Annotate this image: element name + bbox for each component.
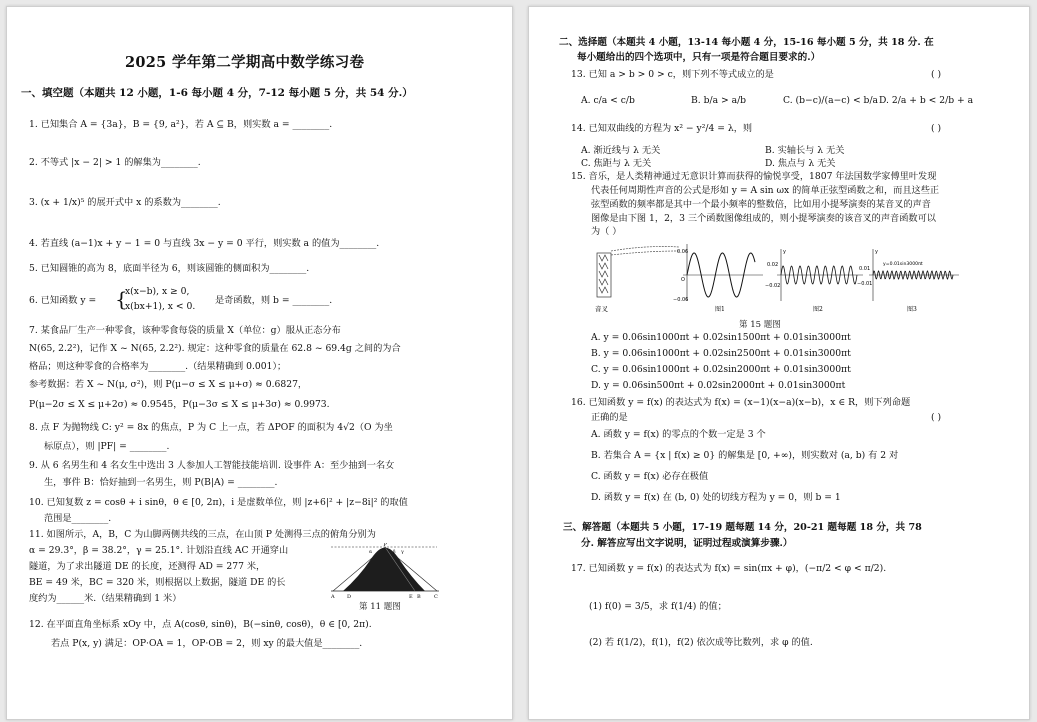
question-6-case-2: x(bx+1), x < 0. — [125, 301, 196, 312]
question-14: 14. 已知双曲线的方程为 x² − y²/4 = λ，则 — [571, 123, 753, 134]
question-1: 1. 已知集合 A = {3a}，B = {9, a²}，若 A ⊆ B，则实数 a = ________. — [29, 119, 333, 130]
label-A: A — [331, 594, 335, 599]
question-16-option-c: C. 函数 y = f(x) 必存在极值 — [591, 471, 709, 482]
plot-1-y-top: 0.06 — [677, 249, 689, 255]
plot-2 — [765, 249, 863, 313]
tuning-fork-illustration — [595, 247, 679, 314]
brace: { — [115, 287, 128, 311]
question-6-suffix: 是奇函数，则 b = ________. — [215, 295, 333, 306]
question-8-line-2: 标原点），则 |PF| = ________. — [44, 441, 170, 452]
question-15-line-5: 为（ ） — [591, 226, 622, 237]
question-7-line-5: P(μ−2σ ≤ X ≤ μ+2σ) ≈ 0.9545，P(μ−3σ ≤ X ≤ μ+3σ) ≈ 0.9973. — [29, 399, 330, 410]
question-11-line-5: 度约为______米.（结果精确到 1 米） — [29, 593, 182, 604]
question-9-line-2: 生，事件 B：恰好抽到一名男生，则 P(B|A) = ________. — [44, 477, 278, 488]
question-15-option-b: B. y = 0.06sin1000πt + 0.02sin2500πt + 0.01sin3000πt — [591, 348, 851, 359]
label-beta: β — [393, 550, 396, 555]
plot-1 — [673, 244, 763, 313]
label-D: D — [347, 594, 352, 599]
plot-2-y-top: 0.02 — [767, 262, 779, 268]
question-3: 3. (x + 1/x)⁵ 的展开式中 x 的系数为________. — [29, 197, 221, 208]
label-alpha: α — [369, 550, 373, 555]
question-14-answer-paren: ( ) — [931, 123, 942, 134]
question-16-option-d: D. 函数 y = f(x) 在 (b, 0) 处的切线方程为 y = 0，则 b = 1 — [591, 492, 841, 503]
section-1-heading: 一、填空题（本题共 12 小题，1-6 每小题 4 分，7-12 每小题 5 分，共 54 分.） — [21, 87, 413, 99]
question-14-option-c: C. 焦距与 λ 无关 — [581, 158, 652, 169]
question-14-option-a: A. 渐近线与 λ 无关 — [581, 145, 661, 156]
question-11-line-1: 11. 如图所示，A，B，C 为山脚两侧共线的三点，在山顶 P 处测得三点的俯角分别为 — [29, 529, 376, 540]
question-9-line-1: 9. 从 6 名男生和 4 名女生中选出 3 人参加人工智能技能培训. 设事件 A：至少抽到一名女 — [29, 460, 395, 471]
question-15-option-c: C. y = 0.06sin1000πt + 0.02sin2000πt + 0.01sin3000πt — [591, 364, 851, 375]
question-15-option-d: D. y = 0.06sin500πt + 0.02sin2000πt + 0.01sin3000πt — [591, 380, 846, 391]
question-7-line-2: N(65, 2.2²)，记作 X ~ N(65, 2.2²). 规定：这种零食的质量在 62.8 ~ 69.4g 之间的为合 — [29, 343, 401, 354]
question-10-line-1: 10. 已知复数 z = cosθ + i sinθ，θ ∈ [0, 2π)，i 是虚数单位，则 |z+6|² + |z−8i|² 的取值 — [29, 497, 408, 508]
question-14-option-d: D. 焦点与 λ 无关 — [765, 158, 836, 169]
question-16-line-2: 正确的是 — [591, 412, 628, 423]
question-14-option-b: B. 实轴长与 λ 无关 — [765, 145, 845, 156]
section-2-heading-line-2: 每小题给出的四个选项中，只有一项是符合题目要求的.） — [577, 52, 821, 63]
figure-15 — [587, 239, 967, 319]
question-11-line-3: 隧道，为了求出隧道 DE 的长度，还测得 AD = 277 米， — [29, 561, 266, 572]
plot-3 — [857, 249, 959, 313]
question-15-line-2: 代表任何周期性声音的公式是形如 y = A sin ωx 的简单正弦型函数之和，而且这些正 — [591, 185, 940, 196]
question-8-line-1: 8. 点 F 为抛物线 C: y² = 8x 的焦点，P 为 C 上一点，若 ΔPOF 的面积为 4√2（O 为坐 — [29, 422, 393, 433]
question-16-answer-paren: ( ) — [931, 412, 942, 423]
question-7-line-3: 格品；则这种零食的合格率为________.（结果精确到 0.001）； — [29, 361, 287, 372]
plot-2-y-axis-label: y — [783, 249, 786, 255]
section-3-heading-line-1: 三、解答题（本题共 5 小题，17-19 题每题 14 分，20-21 题每题 18 分，共 78 — [563, 522, 922, 533]
question-17-part-2: (2) 若 f(1/2)，f(1)，f(2) 依次成等比数列，求 φ 的值. — [589, 637, 813, 648]
section-2-heading-line-1: 二、选择题（本题共 4 小题，13-14 每小题 4 分，15-16 每小题 5 分，共 18 分. 在 — [559, 37, 934, 48]
label-E: E — [409, 594, 413, 599]
plot-1-label: 图1 — [715, 306, 725, 313]
question-12-line-1: 12. 在平面直角坐标系 xOy 中，点 A(cosθ, sinθ)，B(−sinθ, cosθ)，θ ∈ [0, 2π). — [29, 619, 372, 630]
label-C: C — [434, 594, 438, 599]
section-3-heading-line-2: 分. 解答应写出文字说明，证明过程或演算步骤.） — [581, 538, 793, 549]
figure-11-mountain — [329, 543, 441, 599]
plot-3-label: 图3 — [907, 306, 917, 313]
question-7-line-1: 7. 某食品厂生产一种零食，该种零食每袋的质量 X（单位：g）服从正态分布 — [29, 325, 341, 336]
plot-3-y-top: 0.01 — [859, 266, 871, 272]
plot-1-y-bottom: −0.06 — [673, 297, 689, 303]
question-11-line-4: BE = 49 米，BC = 320 米，则根据以上数据，隧道 DE 的长 — [29, 577, 286, 588]
label-B: B — [417, 594, 421, 599]
mountain-shape — [343, 548, 425, 591]
plot-3-equation: y=0.01sin3000πt — [883, 262, 923, 267]
question-13-option-d: D. 2/a + b < 2/b + a — [879, 95, 974, 106]
fork-label: 音叉 — [595, 305, 608, 313]
question-15-line-3: 弦型函数的频率都是其中一个最小频率的整数倍，比如用小提琴演奏的某音叉的声音 — [591, 199, 931, 210]
question-11-line-2: α = 29.3°，β = 38.2°，γ = 25.1°. 计划沿直线 AC 开通穿山 — [29, 545, 289, 556]
question-16-line-1: 16. 已知函数 y = f(x) 的表达式为 f(x) = (x−1)(x−a)(x−b)，x ∈ R，则下列命题 — [571, 397, 911, 408]
plot-3-y-axis-label: y — [875, 249, 878, 255]
question-16-option-b: B. 若集合 A = {x | f(x) ≥ 0} 的解集是 [0, +∞)，则实数对 (a, b) 有 2 对 — [591, 450, 899, 461]
right-page — [528, 6, 1030, 720]
label-P: P — [383, 543, 387, 548]
question-2: 2. 不等式 |x − 2| > 1 的解集为________. — [29, 157, 201, 168]
question-15-line-4: 图像是由下图 1，2，3 三个函数图像组成的，则小提琴演奏的该音叉的声音函数可以 — [591, 213, 936, 224]
label-gamma: γ — [401, 550, 404, 555]
figure-15-caption: 第 15 题图 — [739, 320, 781, 330]
question-10-line-2: 范围是________. — [44, 513, 112, 524]
question-13-option-a: A. c/a < c/b — [581, 95, 635, 106]
left-page — [6, 6, 513, 720]
plot-2-y-bottom: −0.02 — [765, 283, 781, 289]
question-13-option-b: B. b/a > a/b — [691, 95, 747, 106]
question-17: 17. 已知函数 y = f(x) 的表达式为 f(x) = sin(πx + φ)，(−π/2 < φ < π/2). — [571, 563, 887, 574]
question-7-line-4: 参考数据：若 X ~ N(μ, σ²)，则 P(μ−σ ≤ X ≤ μ+σ) ≈ 0.6827， — [29, 379, 308, 390]
question-5: 5. 已知圆锥的高为 8，底面半径为 6，则该圆锥的侧面积为________. — [29, 263, 310, 274]
question-12-line-2: 若点 P(x, y) 满足：OP·OA = 1，OP·OB = 2，则 xy 的最大值是________. — [51, 638, 363, 649]
question-15-option-a: A. y = 0.06sin1000πt + 0.02sin1500πt + 0.01sin3000πt — [591, 332, 851, 343]
plot-1-origin: O — [681, 277, 685, 283]
plot-3-y-bottom: −0.01 — [857, 281, 873, 287]
question-17-part-1: (1) f(0) = 3/5，求 f(1/4) 的值； — [589, 601, 727, 612]
exam-title: 2025 学年第二学期高中数学练习卷 — [125, 54, 365, 71]
question-16-option-a: A. 函数 y = f(x) 的零点的个数一定是 3 个 — [591, 429, 766, 440]
question-6-case-1: x(x−b), x ≥ 0, — [125, 286, 190, 297]
question-4: 4. 若直线 (a−1)x + y − 1 = 0 与直线 3x − y = 0 平行，则实数 a 的值为________. — [29, 238, 380, 249]
question-13: 13. 已知 a > b > 0 > c，则下列不等式成立的是 — [571, 69, 774, 80]
question-15-line-1: 15. 音乐，是人类精神通过无意识计算而获得的愉悦享受，1807 年法国数学家傅里叶发现 — [571, 171, 937, 182]
question-13-answer-paren: ( ) — [931, 69, 942, 80]
question-13-option-c: C. (b−c)/(a−c) < b/a — [783, 95, 879, 106]
plot-2-label: 图2 — [813, 306, 823, 313]
question-6-prefix: 6. 已知函数 y = — [29, 295, 97, 306]
figure-11-caption: 第 11 题图 — [359, 602, 401, 612]
